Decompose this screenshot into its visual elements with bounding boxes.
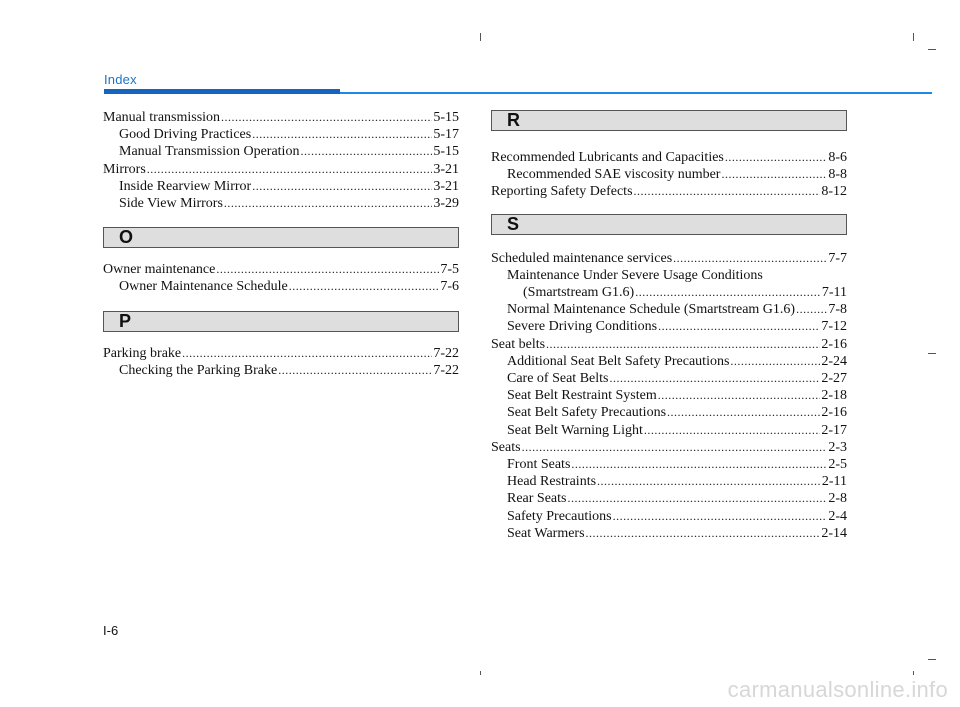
crop-mark	[928, 353, 936, 354]
crop-mark	[913, 671, 914, 675]
crop-mark	[928, 49, 936, 50]
index-subentry: Seat Warmers ..... 2-14	[491, 525, 847, 542]
index-subentry: Additional Seat Belt Safety Precautions ..... 2-24	[491, 353, 847, 370]
index-entry: Recommended Lubricants and Capacities ..... 8-6	[491, 149, 847, 166]
index-subentry: Checking the Parking Brake ..... 7-22	[103, 362, 459, 379]
header-accent-bar	[104, 89, 340, 94]
index-subentry: Inside Rearview Mirror ..... 3-21	[103, 178, 459, 195]
index-subentry: Seat Belt Safety Precautions ..... 2-16	[491, 404, 847, 421]
index-group-r	[491, 149, 847, 201]
index-entry: Parking brake ..... 7-22	[103, 345, 459, 362]
index-subentry: Normal Maintenance Schedule (Smartstream G1.6) ..... 7-8	[491, 301, 847, 318]
index-group-s	[491, 250, 847, 542]
index-subentry: Severe Driving Conditions ..... 7-12	[491, 318, 847, 335]
index-subentry: Owner Maintenance Schedule ..... 7-6	[103, 278, 459, 295]
index-subentry-continuation: (Smartstream G1.6) ..... 7-11	[491, 284, 847, 301]
index-subentry: Head Restraints ..... 2-11	[491, 473, 847, 490]
crop-mark	[480, 671, 481, 675]
index-subentry: Good Driving Practices ..... 5-17	[103, 126, 459, 143]
index-subentry: Manual Transmission Operation ..... 5-15	[103, 143, 459, 160]
index-entry: Reporting Safety Defects ..... 8-12	[491, 183, 847, 200]
index-entry: Seats ..... 2-3	[491, 439, 847, 456]
section-letter-o: O	[103, 227, 459, 248]
index-subentry: Seat Belt Restraint System ..... 2-18	[491, 387, 847, 404]
header-rule	[340, 92, 932, 94]
index-subentry: Recommended SAE viscosity number ..... 8-8	[491, 166, 847, 183]
crop-mark	[928, 659, 936, 660]
section-header-label: Index	[104, 72, 137, 87]
watermark: carmanualsonline.info	[727, 677, 948, 702]
index-group-m	[103, 109, 459, 212]
index-subentry: Side View Mirrors ..... 3-29	[103, 195, 459, 212]
index-group-o	[103, 261, 459, 295]
section-letter-s: S	[491, 214, 847, 235]
index-subentry: Rear Seats ..... 2-8	[491, 490, 847, 507]
index-column-right	[491, 110, 847, 542]
index-entry: Seat belts ..... 2-16	[491, 336, 847, 353]
index-entry: Owner maintenance ..... 7-5	[103, 261, 459, 278]
index-entry: Manual transmission ..... 5-15	[103, 109, 459, 126]
section-letter-p: P	[103, 311, 459, 332]
index-subentry: Maintenance Under Severe Usage Conditions	[507, 267, 763, 283]
index-column-left	[103, 109, 459, 379]
page-number: I-6	[103, 623, 119, 638]
crop-mark	[913, 33, 914, 41]
index-subentry: Care of Seat Belts ..... 2-27	[491, 370, 847, 387]
crop-mark	[480, 33, 481, 41]
index-group-p	[103, 345, 459, 379]
index-entry: Scheduled maintenance services ..... 7-7	[491, 250, 847, 267]
index-subentry: Front Seats ..... 2-5	[491, 456, 847, 473]
section-letter-r: R	[491, 110, 847, 131]
index-entry: Mirrors ..... 3-21	[103, 161, 459, 178]
index-subentry: Seat Belt Warning Light ..... 2-17	[491, 422, 847, 439]
index-subentry: Safety Precautions ..... 2-4	[491, 508, 847, 525]
